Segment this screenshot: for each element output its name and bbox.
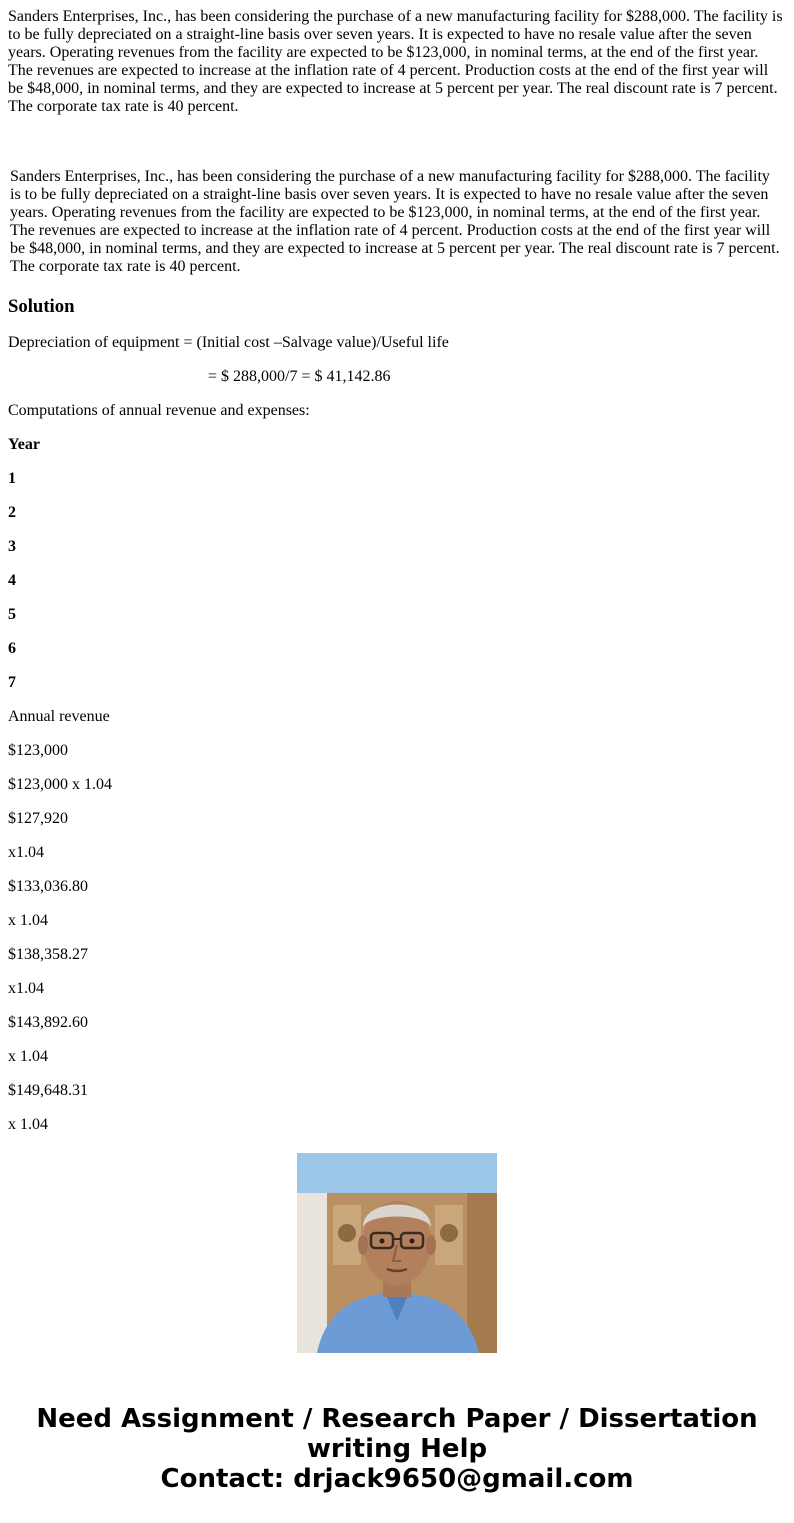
revenue-cell: $127,920 (8, 810, 68, 827)
revenue-cell: x1.04 (8, 844, 44, 861)
question-text-top: Sanders Enterprises, Inc., has been considering the purchase of a new manufacturing facility for $288,000. The facility is to be fully depreciated on a straight-line basis over seven years. It is expected to have no resale value after the seven years. Operating revenues from the facility are expected to be $123,000, in nominal terms, at the end of the first year. The revenues are expected to increase at the inflation rate of 4 percent. Production costs at the end of the first year will be $48,000, in nominal terms, and they are expected to increase at 5 percent per year. The real discount rate is 7 percent. The corporate tax rate is 40 percent. (8, 8, 783, 115)
revenue-cell: x 1.04 (8, 912, 48, 929)
year-cell: 1 (8, 470, 16, 487)
revenue-cell: $143,892.60 (8, 1014, 88, 1031)
solution-heading: Solution (8, 296, 75, 317)
promo-banner (0, 1404, 794, 1494)
annual-revenue-label: Annual revenue (8, 708, 110, 725)
year-cell: 6 (8, 640, 16, 657)
year-cell: 4 (8, 572, 16, 589)
year-cell: 3 (8, 538, 16, 555)
revenue-cell: $149,648.31 (8, 1082, 88, 1099)
tutor-avatar-photo (297, 1153, 497, 1353)
question-text-repeat: Sanders Enterprises, Inc., has been considering the purchase of a new manufacturing facility for $288,000. The facility is to be fully depreciated on a straight-line basis over seven years. It is expected to have no resale value after the seven years. Operating revenues from the facility are expected to be $123,000, in nominal terms, at the end of the first year. The revenues are expected to increase at the inflation rate of 4 percent. Production costs at the end of the first year will be $48,000, in nominal terms, and they are expected to increase at 5 percent per year. The real discount rate is 7 percent. The corporate tax rate is 40 percent. (10, 168, 780, 275)
year-cell: 7 (8, 674, 16, 691)
revenue-cell: x1.04 (8, 980, 44, 997)
promo-line-2: writing Help (306, 1434, 488, 1464)
computations-label: Computations of annual revenue and expenses: (8, 402, 310, 419)
depreciation-result: = $ 288,000/7 = $ 41,142.86 (208, 368, 391, 385)
revenue-cell: $133,036.80 (8, 878, 88, 895)
year-cell: 2 (8, 504, 16, 521)
year-header: Year (8, 436, 40, 453)
year-cell: 5 (8, 606, 16, 623)
revenue-cell: x 1.04 (8, 1048, 48, 1065)
depreciation-formula: Depreciation of equipment = (Initial cost –Salvage value)/Useful life (8, 334, 449, 351)
revenue-cell: $138,358.27 (8, 946, 88, 963)
revenue-cell: x 1.04 (8, 1116, 48, 1133)
promo-contact-line: Contact: drjack9650@gmail.com (160, 1464, 634, 1494)
solution-section (8, 296, 786, 1133)
revenue-cell: $123,000 x 1.04 (8, 776, 112, 793)
revenue-cell: $123,000 (8, 742, 68, 759)
promo-line-1: Need Assignment / Research Paper / Dissertation (36, 1404, 758, 1434)
